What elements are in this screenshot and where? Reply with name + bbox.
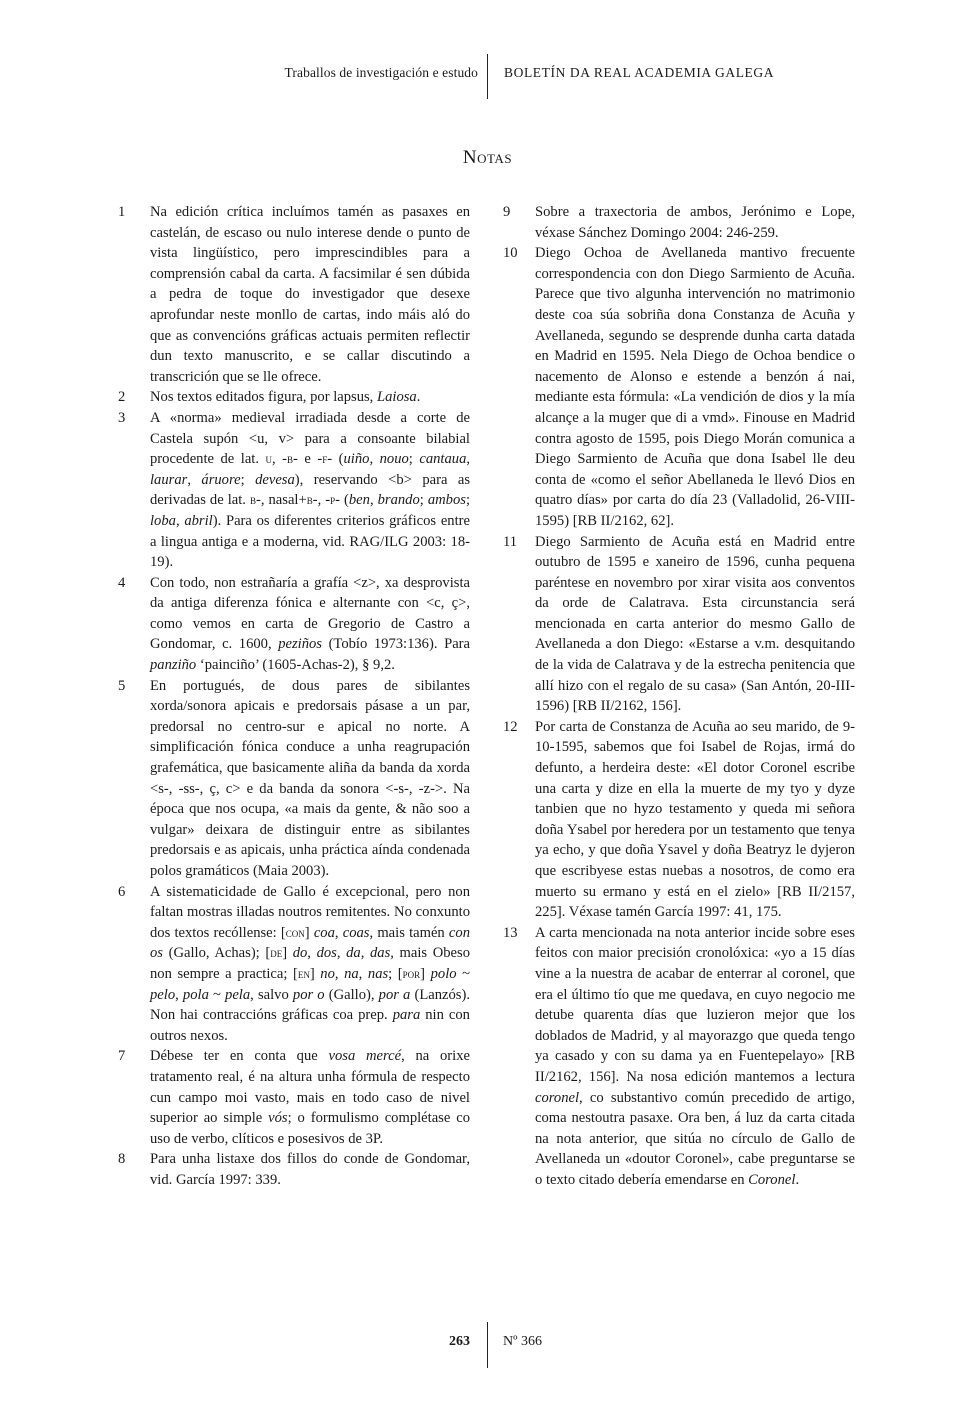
footnote — [118, 1149, 470, 1190]
footnote-text: En portugués, de dous pares de sibilantes xorda/sonora apicais e predorsais pásase a un par, predorsal no centro-sur e apical no norte. A simplificación fónica conduce a unha reagrupación grafemática, que basicamente aliña da banda da xorda <s-, -ss-, ç, c> e da banda da sonora <-s-, -z->. Na época que nos ocupa, «a mais da gente, & não soo a vulgar» deixara de distinguir entre as sibilantes predorsais e as apicais, unha práctica aínda condenada polos gramáticos (Maia 2003). — [150, 677, 470, 879]
footnote-text: Con todo, non estrañaría a grafía <z>, xa desprovista da antiga diferenza fónica e alternante con <c, ç>, como vemos en carta de Gregorio de Castro a Gondomar, c. 1600, peziños (Tobío 1973:136). Para panziño ‘painciño’ (1605-Achas-2), § 9,2. — [150, 574, 471, 674]
running-head — [0, 62, 975, 102]
footnote — [118, 882, 470, 1047]
footnote-number: 12 — [503, 718, 518, 735]
footnote — [118, 202, 470, 387]
footnote-text: A sistematicidade de Gallo é excepcional, pero non faltan mostras illadas noutros remitentes. No conxunto dos textos recóllense: [con] coa, coas, mais tamén con os (Gallo, Achas); [de] do, dos, da, das, mais Obeso non sempre a practica; [en] no, na, nas; [por] polo ~ pelo, pola ~ pela, salvo por o (Gallo), por a (Lanzós). Non hai contraccións gráficas coa prep. para nin con outros nexos. — [150, 883, 471, 1044]
footnote — [118, 1046, 470, 1149]
footnote — [503, 717, 855, 923]
footnote-text: A carta mencionada na nota anterior incide sobre eses feitos con maior precisión cronolóxica: «yo a 15 días vine a la nuestra de acabar de enterrar al coronel, que era el último tío que me quedava, en cuyo negocio me detube quarenta días que luzieron mejor que los doblados de Madrid, y al mayorazgo que queda tengo ya casado y con su dama ya en Fuentepelayo» [RB II/2162, 156]. Na nosa edición mantemos a lectura coronel, co substantivo común precedido de artigo, coma nestoutra pasaxe. Ora ben, á luz da carta citada na nota anterior, que sitúa no círculo de Gallo de Avellaneda un «doutor Coronel», cabe preguntarse se o texto citado debería emendarse en Coronel. — [535, 924, 855, 1188]
footnote-number: 9 — [503, 204, 511, 220]
footnote-text: Nos textos editados figura, por lapsus, Laiosa. — [150, 389, 421, 406]
footnote — [503, 202, 855, 243]
footnote-text: Para unha listaxe dos fillos do conde de Gondomar, vid. García 1997: 339. — [150, 1151, 470, 1188]
section-title: Traballos de investigación e estudo — [284, 65, 478, 80]
footnote-number: 13 — [503, 924, 518, 941]
footnote-text: Na edición crítica incluímos tamén as pasaxes en castelán, de escaso ou nulo interese dende o punto de vista lingüístico, pero imprescindibles para a comprensión cabal da carta. A facsimilar é sen dúbida a pedra de toque do investigador que desexe aprofundar neste monllo de cartas, indo máis aló do que as convencións gráficas actuais permiten reflectir dun texto manuscrito, e se callar discutindo a transcrición que se lle ofrece. — [150, 204, 470, 385]
footnote — [503, 532, 855, 717]
page-number: 263 — [449, 1334, 470, 1349]
footnote-text: Por carta de Constanza de Acuña ao seu marido, de 9-10-1595, sabemos que foi Isabel de Rojas, irmá do defunto, a herdeira deste: «El dotor Coronel escribe una carta y dize en ella la muerte de my tyo y dyze tanbien que no hyzo testamento y queda mi señora doña Ysabel por heredera por un testamento que tenya ya echo, y que doña Ysavel y doña Beatryz le dyjeron que escribyese estas nuebas a nosotros, de como era muerto su ermano y está en el zielo» [RB II/2157, 225]. Véxase tamén García 1997: 41, 175. — [535, 718, 855, 921]
footnote-number: 3 — [118, 409, 126, 426]
footnote — [118, 387, 470, 408]
journal-title: BOLETÍN DA REAL ACADEMIA GALEGA — [504, 65, 775, 80]
page-footer — [0, 1322, 975, 1370]
issue-number: Nº 366 — [503, 1334, 542, 1349]
footnote — [503, 923, 855, 1191]
footnote-text: Sobre a traxectoria de ambos, Jerónimo e Lope, véxase Sánchez Domingo 2004: 246-259. — [535, 204, 855, 241]
notes-column-left — [118, 202, 470, 1191]
footnote — [503, 243, 855, 531]
page-title: Notas — [462, 147, 513, 168]
footnote-text: Débese ter en conta que vosa mercé, na orixe tratamento real, é na altura unha fórmula de respecto cun campo moi vasto, mais en todo caso de nivel superior ao simple vós; o formulismo complétase co uso de verbo, clíticos e posesivos de 3P. — [150, 1048, 470, 1147]
footnote-text: Diego Sarmiento de Acuña está en Madrid entre outubro de 1595 e xaneiro de 1596, cunha pequena paréntese en novembro por xirar visita aos conventos da orde de Calatrava. Esta circunstancia será mencionada en carta anterior do mesmo Gallo de Avellaneda a don Diego: «Estarse a v.m. desquitando de la vida de Calatrava y de la estrecha penitencia que allí hizo con el regalo de su casa» (San Antón, 20-III-1596) [RB II/2162, 156]. — [535, 533, 855, 715]
footnote-number: 7 — [118, 1048, 126, 1065]
header-divider — [487, 54, 488, 99]
footnote — [118, 676, 470, 882]
footnote — [118, 573, 470, 676]
footnote-number: 2 — [118, 389, 126, 406]
footnote-number: 4 — [118, 574, 126, 591]
footnote-number: 8 — [118, 1151, 126, 1168]
notes-column-right — [503, 202, 855, 1191]
footnote-text: Diego Ochoa de Avellaneda mantivo frecuente correspondencia con don Diego Sarmiento de Acuña. Parece que tivo algunha intervención no matrimonio deste coa súa sobriña dona Constanza de Acuña y Avellaneda, segundo se desprende dunha carta datada en Madrid en 1595. Nela Diego de Ochoa bendice o nacemento de Alonso e estende a benzón á nai, mediante esta fórmula: «La vendición de dios y la mía alcançe a la muger que di a vmd». Finouse en Madrid contra agosto de 1595, pois Diego Morán comunica a Diego Sarmiento de Acuña que dona Isabel lle deu conta de «como el señor Abellaneda le llevó Dios en quatro días» por carta do día 23 (Valladolid, 26-VIII-1595) [RB II/2162, 62]. — [535, 245, 855, 529]
footnote-number: 6 — [118, 883, 126, 900]
footnote-number: 10 — [503, 245, 518, 262]
footer-divider — [487, 1322, 488, 1368]
footnote — [118, 408, 470, 573]
footnote-text: A «norma» medieval irradiada desde a corte de Castela supón <u, v> para a consoante bilabial procedente de lat. u, -b- e -f- (uiño, nouo; cantaua, laurar, áruore; devesa), reservando <b> para as derivadas de lat. b-, nasal+b-, -p- (ben, brando; ambos; loba, abril). Para os diferentes criterios gráficos entre a lingua antiga e a moderna, vid. RAG/ILG 2003: 18-19). — [150, 409, 471, 571]
footnote-number: 11 — [503, 533, 518, 550]
footnote-number: 5 — [118, 677, 126, 694]
footnote-number: 1 — [118, 204, 126, 220]
